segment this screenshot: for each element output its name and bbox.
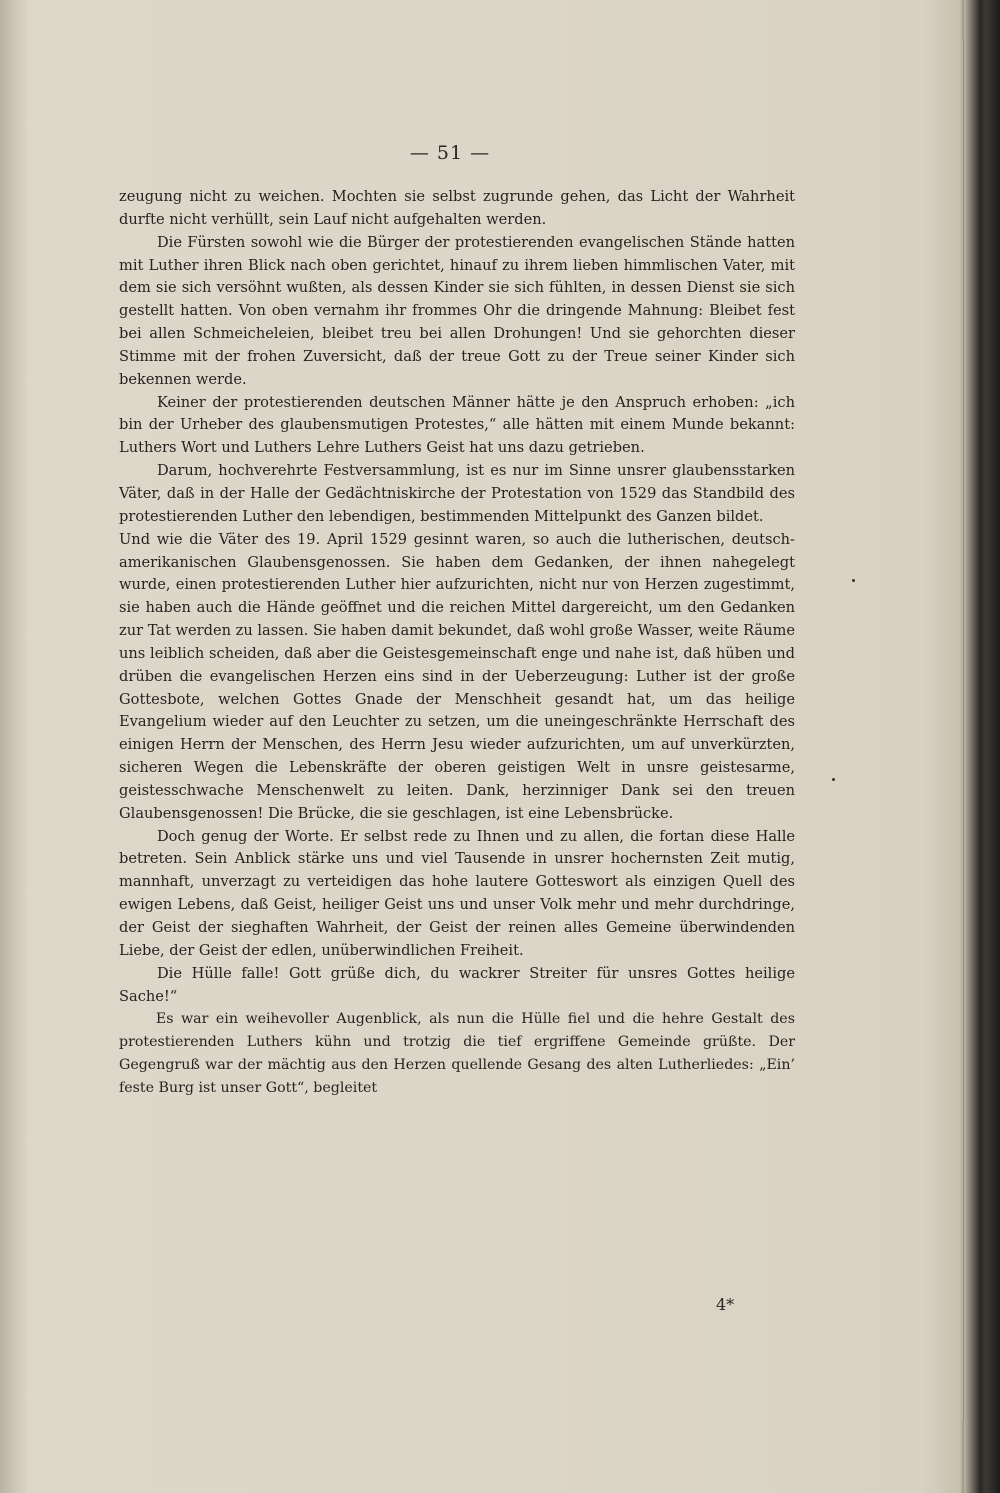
- margin-speck: [852, 579, 855, 582]
- paragraph-7: Die Hülle falle! Gott grüße dich, du wackrer Streiter für unsres Gottes heilige Sache!“: [119, 964, 795, 1005]
- paragraph-4: Darum, hochverehrte Festversammlung, ist es nur im Sinne unsrer glaubensstarken Väter, daß in der Halle der Gedächtniskirche der Protestation von 1529 das Standbild des protestierenden Luther den lebendigen, bestimmenden Mittelpunkt des Ganzen bildet.: [119, 462, 795, 525]
- paragraph-3: Keiner der protestierenden deutschen Männer hätte je den Anspruch erhoben: „ich bin der Urheber des glaubensmutigen Protestes,“ alle hätten mit einem Munde bekannt: Luthers Wort und Luthers Lehre Luthers Geist hat uns dazu getrieben.: [119, 393, 795, 457]
- paragraph-8: Es war ein weihevoller Augenblick, als nun die Hülle fiel und die hehre Gestalt des protestierenden Luthers kühn und trotzig die tief ergriffene Gemeinde grüßte. Der Gegengruß war der mächtig aus den Herzen quellende Gesang des alten Lutherliedes: „Ein’ feste Burg ist unser Gott“, begleitet: [119, 1011, 795, 1096]
- page-number: — 51 —: [409, 142, 491, 164]
- book-binding-edge: [964, 0, 1000, 1493]
- margin-speck: [832, 778, 835, 781]
- paragraph-6: Doch genug der Worte. Er selbst rede zu Ihnen und zu allen, die fortan diese Halle betreten. Sein Anblick stärke uns und viel Tausende in unsrer hochernsten Zeit mutig, mannhaft, unverzagt zu verteidigen das hohe lautere Gotteswort als einzigen Quell des ewigen Lebens, daß Geist, heiliger Geist uns und unser Volk mehr und mehr durchdringe, der Geist der sieghaften Wahrheit, der Geist der reinen alles Gemeine überwindenden Liebe, der Geist der edlen, unüberwindlichen Freiheit.: [119, 827, 795, 959]
- book-gutter: [0, 0, 26, 1493]
- paragraph-1: zeugung nicht zu weichen. Mochten sie selbst zugrunde gehen, das Licht der Wahrheit durfte nicht verhüllt, sein Lauf nicht aufgehalten werden.: [119, 188, 795, 228]
- body-text: [119, 186, 795, 1100]
- paragraph-2: Die Fürsten sowohl wie die Bürger der protestierenden evangelischen Stände hatten mit Luther ihren Blick nach oben gerichtet, hinauf zu ihrem lieben himmlischen Vater, mit dem sie sich versöhnt wußten, als dessen Kinder sie sich fühlten, in dessen Dienst sie sich gestellt hatten. Von oben vernahm ihr frommes Ohr die dringende Mahnung: Bleibet fest bei allen Schmeicheleien, bleibet treu bei allen Drohungen! Und sie gehorchten dieser Stimme mit der frohen Zuversicht, daß der treue Gott zu der Treue seiner Kinder sich bekennen werde.: [119, 233, 795, 388]
- signature-mark: 4*: [716, 1295, 735, 1314]
- paragraph-5: Und wie die Väter des 19. April 1529 gesinnt waren, so auch die lutherischen, deutsch-amerikanischen Glaubensgenossen. Sie haben dem Gedanken, der ihnen nahegelegt wurde, einen protestierenden Luther hier aufzurichten, nicht nur von Herzen zugestimmt, sie haben auch die Hände geöffnet und die reichen Mittel dargereicht, um den Gedanken zur Tat werden zu lassen. Sie haben damit bekundet, daß wohl große Wasser, weite Räume uns leiblich scheiden, daß aber die Geistesgemeinschaft enge und nahe ist, daß hüben und drüben die evangelischen Herzen eins sind in der Ueberzeugung: Luther ist der große Gottesbote, welchen Gottes Gnade der Menschheit gesandt hat, um das heilige Evangelium wieder auf den Leuchter zu setzen, um die uneingeschränkte Herrschaft des einigen Herrn der Menschen, des Herrn Jesu wieder aufzurichten, um auf unverkürzten, sicheren Wegen die Lebenskräfte der oberen geistigen Welt in unsre geistesarme, geistesschwache Menschenwelt zu leiten. Dank, herzinniger Dank sei den treuen Glaubensgenossen! Die Brücke, die sie geschlagen, ist eine Lebensbrücke.: [119, 530, 795, 822]
